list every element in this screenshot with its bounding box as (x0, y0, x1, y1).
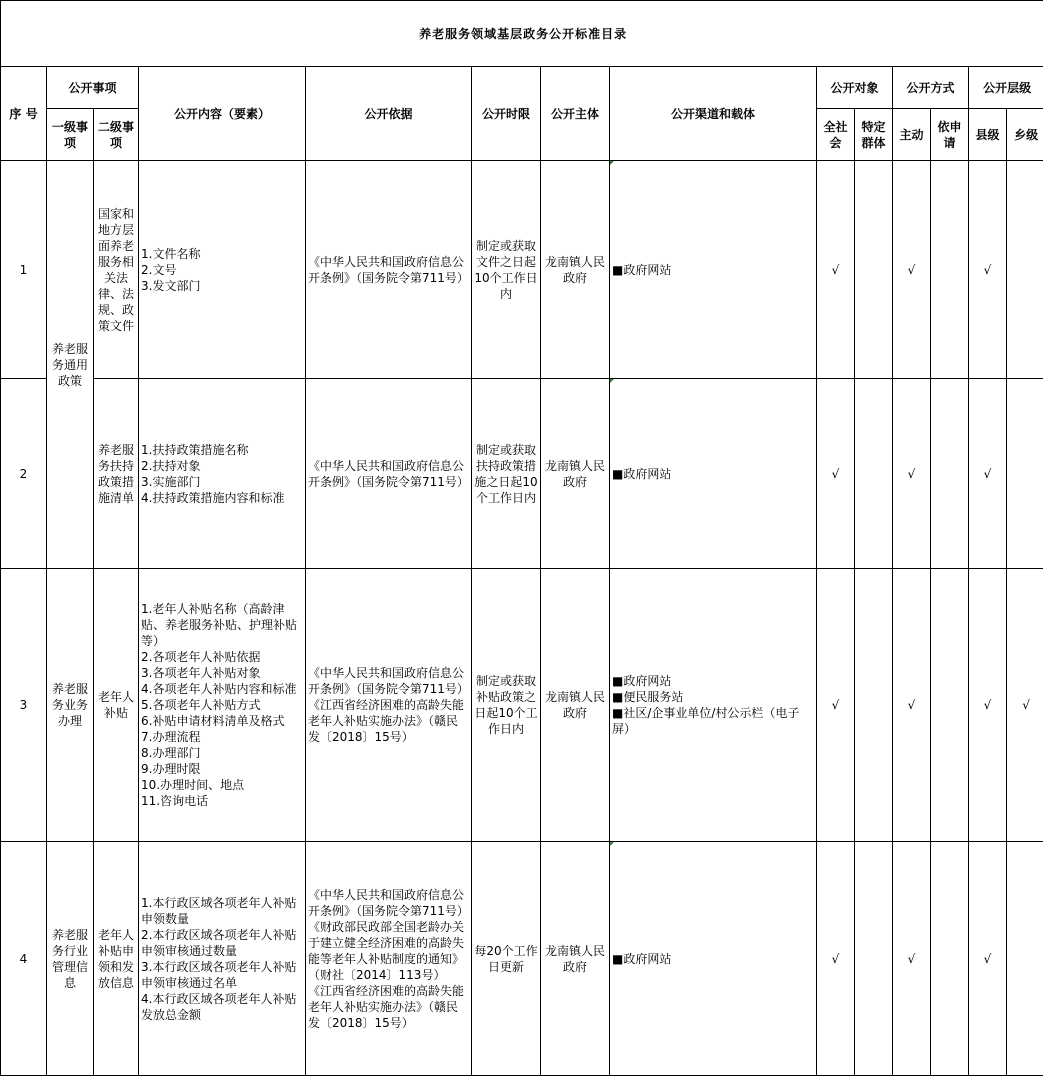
row-subject: 龙南镇人民政府 (541, 569, 610, 842)
empty-target-specific (855, 379, 893, 569)
check-target-all: √ (817, 379, 855, 569)
empty-method-request (931, 842, 969, 1076)
empty-method-request (931, 379, 969, 569)
table-row (1, 161, 1043, 379)
row-level1: 养老服务业务办理 (47, 569, 94, 842)
row-basis: 《中华人民共和国政府信息公开条例》（国务院令第711号） (306, 161, 472, 379)
row-basis: 《中华人民共和国政府信息公开条例》（国务院令第711号） 《江西省经济困难的高龄失能老年人补贴实施办法》（赣民发〔2018〕15号） (306, 569, 472, 842)
check-method-active: √ (893, 379, 931, 569)
check-level-county: √ (969, 161, 1007, 379)
check-level-county: √ (969, 569, 1007, 842)
row-content: 1.扶持政策措施名称 2.扶持对象 3.实施部门 4.扶持政策措施内容和标准 (139, 379, 306, 569)
row-subject: 龙南镇人民政府 (541, 842, 610, 1076)
check-level-county: √ (969, 842, 1007, 1076)
row-basis: 《中华人民共和国政府信息公开条例》（国务院令第711号） 《财政部民政部全国老龄办关于建立健全经济困难的高龄失能等老年人补贴制度的通知》（财社〔2014〕113号） 《江西省经济困难的高龄失能老年人补贴实施办法》（赣民发〔2018〕15号） (306, 842, 472, 1076)
header-target: 公开对象 (817, 67, 893, 109)
header-target-all: 全社会 (817, 109, 855, 161)
header-level-town: 乡级 (1007, 109, 1043, 161)
empty-target-specific (855, 569, 893, 842)
header-channel: 公开渠道和载体 (610, 67, 817, 161)
row-content: 1.本行政区域各项老年人补贴申领数量 2.本行政区域各项老年人补贴申领审核通过数量 3.本行政区域各项老年人补贴申领审核通过名单 4.本行政区域各项老年人补贴发放总金额 (139, 842, 306, 1076)
row-channel: ■政府网站 (610, 161, 817, 379)
header-seq: 序 号 (1, 67, 47, 161)
row-content: 1.文件名称 2.文号 3.发文部门 (139, 161, 306, 379)
header-level2: 二级事项 (94, 109, 139, 161)
row-level2: 国家和地方层面养老服务相关法律、法规、政策文件 (94, 161, 139, 379)
check-level-town: √ (1007, 569, 1043, 842)
row-content: 1.老年人补贴名称（高龄津贴、养老服务补贴、护理补贴等） 2.各项老年人补贴依据 3.各项老年人补贴对象 4.各项老年人补贴内容和标准 5.各项老年人补贴方式 6.补贴申请材料清单及格式 7.办理流程 8.办理部门 9.办理时限 10.办理时间、地点 11.咨询电话 (139, 569, 306, 842)
check-method-active: √ (893, 161, 931, 379)
header-subject: 公开主体 (541, 67, 610, 161)
page-title: 养老服务领域基层政务公开标准目录 (1, 1, 1043, 67)
check-target-all: √ (817, 842, 855, 1076)
header-item: 公开事项 (47, 67, 139, 109)
row-level1: 养老服务通用政策 (47, 161, 94, 569)
row-level2: 老年人补贴申领和发放信息 (94, 842, 139, 1076)
empty-level-town (1007, 842, 1043, 1076)
row-channel: ■政府网站 (610, 379, 817, 569)
header-method: 公开方式 (893, 67, 969, 109)
header-basis: 公开依据 (306, 67, 472, 161)
table-row (1, 842, 1043, 1076)
header-target-specific: 特定群体 (855, 109, 893, 161)
table-row (1, 569, 1043, 842)
check-target-all: √ (817, 569, 855, 842)
row-level2: 老年人补贴 (94, 569, 139, 842)
row-seq: 3 (1, 569, 47, 842)
row-subject: 龙南镇人民政府 (541, 379, 610, 569)
empty-method-request (931, 569, 969, 842)
row-level2: 养老服务扶持政策措施清单 (94, 379, 139, 569)
row-seq: 4 (1, 842, 47, 1076)
header-level: 公开层级 (969, 67, 1043, 109)
header-time: 公开时限 (472, 67, 541, 161)
row-level1: 养老服务行业管理信息 (47, 842, 94, 1076)
row-subject: 龙南镇人民政府 (541, 161, 610, 379)
header-level-county: 县级 (969, 109, 1007, 161)
row-basis: 《中华人民共和国政府信息公开条例》（国务院令第711号） (306, 379, 472, 569)
row-time: 制定或获取补贴政策之日起10个工作日内 (472, 569, 541, 842)
row-seq: 2 (1, 379, 47, 569)
empty-method-request (931, 161, 969, 379)
row-seq: 1 (1, 161, 47, 379)
empty-level-town (1007, 379, 1043, 569)
header-level1: 一级事项 (47, 109, 94, 161)
check-target-all: √ (817, 161, 855, 379)
check-level-county: √ (969, 379, 1007, 569)
check-method-active: √ (893, 569, 931, 842)
row-channel: ■政府网站 ■便民服务站 ■社区/企事业单位/村公示栏（电子屏） (610, 569, 817, 842)
row-time: 每20个工作日更新 (472, 842, 541, 1076)
check-method-active: √ (893, 842, 931, 1076)
table-row (1, 379, 1043, 569)
header-content: 公开内容（要素） (139, 67, 306, 161)
row-time: 制定或获取扶持政策措施之日起10个工作日内 (472, 379, 541, 569)
empty-target-specific (855, 161, 893, 379)
header-method-active: 主动 (893, 109, 931, 161)
row-channel: ■政府网站 (610, 842, 817, 1076)
empty-target-specific (855, 842, 893, 1076)
header-method-request: 依申请 (931, 109, 969, 161)
empty-level-town (1007, 161, 1043, 379)
row-time: 制定或获取文件之日起10个工作日内 (472, 161, 541, 379)
